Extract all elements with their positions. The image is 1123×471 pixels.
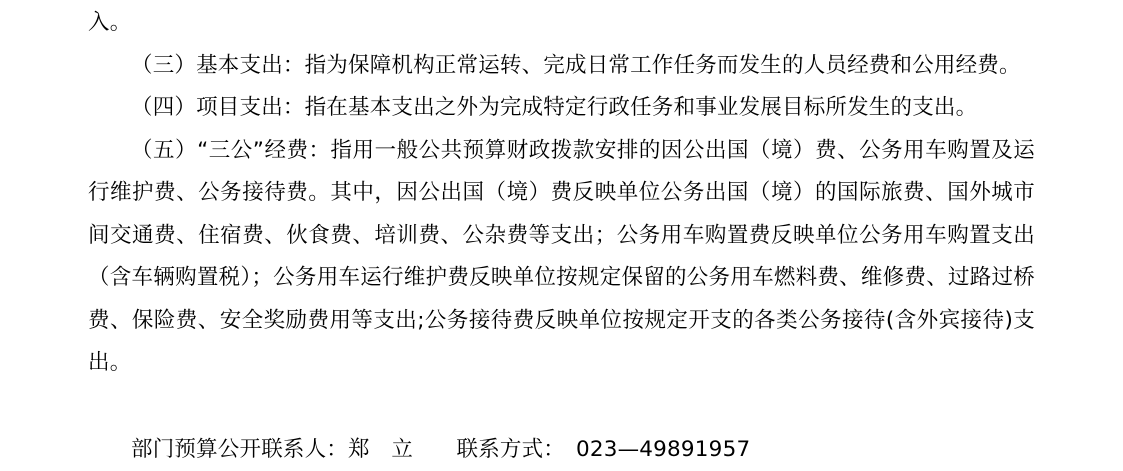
paragraph-item-4-project-expenditure: （四）项目支出：指在基本支出之外为完成特定行政任务和事业发展目标所发生的支出。 <box>88 87 1035 130</box>
paragraph-fragment-continuation: 入。 <box>88 2 1035 45</box>
paragraph-item-5-three-public-funds: （五）“三公”经费：指用一般公共预算财政拨款安排的因公出国（境）费、公务用车购置及运行维护费、公务接待费。其中，因公出国（境）费反映单位公务出国（境）的国际旅费、国外城市间交通费、住宿费、伙食费、培训费、公杂费等支出；公务用车购置费反映单位公务用车购置支出（含车辆购置税）；公务用车运行维护费反映单位按规定保留的公务用车燃料费、维修费、过路过桥费、保险费、安全奖励费用等支出;公务接待费反映单位按规定开支的各类公务接待(含外宾接待)支出。 <box>88 130 1035 385</box>
paragraph-spacer <box>88 385 1035 429</box>
paragraph-item-3-basic-expenditure: （三）基本支出：指为保障机构正常运转、完成日常工作任务而发生的人员经费和公用经费。 <box>88 45 1035 88</box>
contact-line: 部门预算公开联系人：郑 立 联系方式： 023—49891957 <box>88 429 1035 471</box>
document-body <box>88 0 1035 471</box>
